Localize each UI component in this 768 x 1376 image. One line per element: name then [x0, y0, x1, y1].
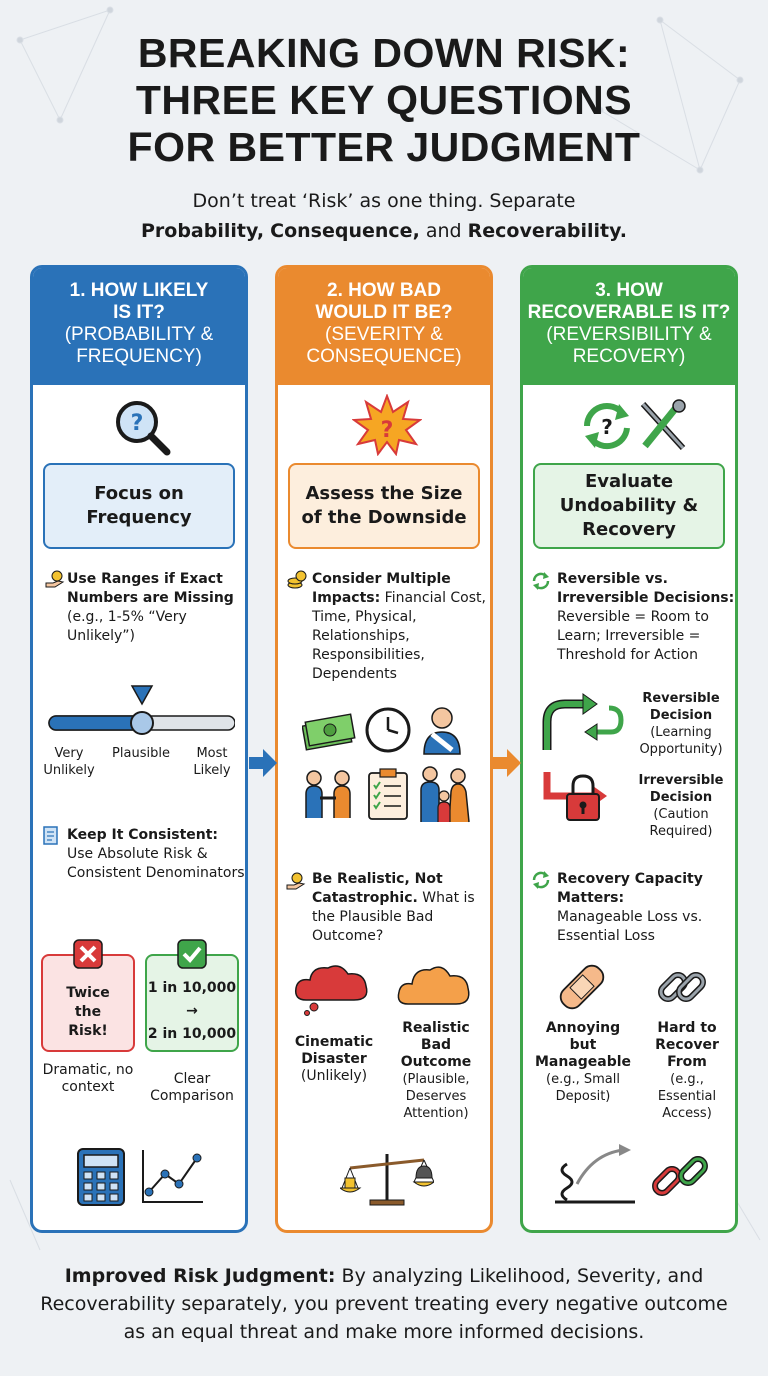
bad-framing-caption: Dramatic, no context	[42, 1062, 134, 1095]
coin-hand-icon	[286, 872, 306, 890]
cinematic-disaster-label	[284, 1034, 384, 1085]
red-x-icon	[73, 939, 103, 969]
balance-scale-icon	[340, 1148, 434, 1208]
page-title	[0, 30, 768, 171]
clear-framing-line-2: 2 in 10,000	[147, 1025, 237, 1042]
column-recoverability	[520, 265, 738, 1233]
orange-cloud-icon	[396, 960, 472, 1012]
col1-consistent-rest: Use Absolute Risk & Consistent Denominators	[67, 846, 245, 881]
money-stack-icon	[302, 708, 356, 752]
cinematic-disaster-sub: (Unlikely)	[300, 1068, 368, 1084]
subtitle-recoverability: Recoverability.	[467, 220, 628, 242]
bad-framing-text: Twice the Risk!	[66, 984, 110, 1039]
footer-bold: Improved Risk Judgment:	[64, 1265, 336, 1287]
subtitle-consequence: Consequence,	[270, 220, 420, 242]
explosion-question-icon	[352, 394, 422, 456]
col1-head-line-2: IS IT?	[113, 302, 165, 323]
coins-icon	[286, 570, 308, 590]
svg-text:?: ?	[601, 415, 613, 439]
money-hand-icon	[45, 570, 65, 588]
column-likelihood	[30, 265, 248, 1233]
refresh-icon	[531, 571, 551, 591]
focus-undoability-text: Evaluate Undoability & Recovery	[559, 471, 699, 540]
col2-realistic-rest: What is the Plausible Bad Outcome?	[312, 890, 475, 944]
red-cloud-icon	[292, 960, 372, 1016]
col3-head-line-4: RECOVERY)	[572, 346, 686, 367]
col3-capacity-text	[557, 870, 737, 946]
reversible-decision-title: Reversible Decision	[642, 691, 720, 723]
subtitle-probability: Probability,	[140, 220, 265, 242]
irreversible-decision-label	[627, 772, 735, 840]
focus-box-undoability	[533, 463, 725, 549]
arrow-right-icon-2	[493, 748, 521, 778]
hard-to-recover-sub: (e.g., Essential Access)	[657, 1072, 717, 1121]
col3-reversible-text	[557, 570, 737, 665]
col2-head-line-3: (SEVERITY &	[325, 324, 443, 345]
family-icon	[416, 764, 474, 824]
scale-label-very-unlikely: Very Unlikely	[43, 746, 95, 778]
col3-capacity-bold: Recovery Capacity Matters:	[557, 871, 703, 906]
clear-framing-line-1: 1 in 10,000	[147, 979, 237, 996]
irreversible-decision-sub: (Caution Required)	[649, 807, 713, 839]
reversible-decision-sub: (Learning Opportunity)	[639, 725, 723, 757]
column-likelihood-header	[33, 268, 245, 385]
col2-impacts-bold: Consider Multiple Impacts:	[312, 571, 451, 606]
col2-head-line-1: 2. HOW BAD	[327, 280, 441, 301]
col3-capacity-rest: Manageable Loss vs. Essential Loss	[557, 909, 703, 944]
column-severity-header	[278, 268, 490, 385]
subtitle	[0, 186, 768, 246]
col1-ranges-bold: Use Ranges if Exact Numbers are Missing	[67, 571, 234, 606]
arrow-right-icon-1	[249, 748, 277, 778]
broken-chain-icon	[651, 1148, 709, 1206]
reversible-decision-label	[627, 690, 735, 758]
column-recoverability-header	[523, 268, 735, 385]
svg-text:?: ?	[130, 411, 144, 436]
col3-head-line-2: RECOVERABLE IS IT?	[527, 302, 731, 323]
annoying-manageable-title: Annoying but Manageable	[534, 1020, 632, 1070]
hard-to-recover-title: Hard to Recover From	[655, 1020, 719, 1070]
clipboard-checklist-icon	[366, 768, 410, 822]
likelihood-scale-slider	[45, 680, 235, 740]
clear-framing-caption: Clear Comparison	[150, 1071, 234, 1104]
scale-label-most-likely: Most Likely	[193, 746, 231, 778]
subtitle-line-2	[0, 216, 768, 246]
col1-head-line-1: 1. HOW LIKELY	[69, 280, 209, 301]
col2-realistic-bold: Be Realistic, Not Catastrophic.	[312, 871, 443, 906]
subtitle-and: and	[425, 220, 462, 242]
handshake-people-icon	[300, 768, 356, 822]
clear-framing-arrow: →	[186, 1002, 198, 1019]
col1-head-line-3: (PROBABILITY &	[64, 324, 214, 345]
col3-reversible-bold: Reversible vs. Irreversible Decisions:	[557, 571, 735, 606]
col3-head-line-1: 3. HOW	[595, 280, 663, 301]
line-graph-icon	[137, 1146, 207, 1208]
focus-box-downside	[288, 463, 480, 549]
reversible-loop-icon	[539, 692, 625, 752]
col3-head-line-3: (REVERSIBILITY &	[546, 324, 712, 345]
spring-arrow-icon	[553, 1144, 637, 1208]
title-line-3: FOR BETTER JUDGMENT	[127, 124, 641, 170]
annoying-manageable-label	[531, 1020, 635, 1105]
hard-to-recover-label	[639, 1020, 735, 1122]
col2-impacts-text	[312, 570, 492, 684]
col3-reversible-rest: Reversible = Room to Learn; Irreversible = Threshold for Action	[557, 609, 709, 663]
col1-ranges-rest: (e.g., 1-5% “Very Unlikely”)	[67, 609, 187, 644]
recycle-tools-icon	[579, 398, 689, 454]
col2-head-line-4: CONSEQUENCE)	[306, 346, 462, 367]
footer-rest: By analyzing Likelihood, Severity, and Recoverability separately, you prevent treating every negative outcome as an equal threat and make more informed decisions.	[40, 1265, 728, 1343]
focus-downside-text: Assess the Size of the Downside	[301, 483, 467, 528]
column-severity	[275, 265, 493, 1233]
irreversible-lock-icon	[539, 768, 635, 824]
bandage-icon	[553, 958, 611, 1016]
injured-person-icon	[420, 704, 464, 756]
magnifier-question-icon	[111, 396, 173, 458]
refresh-icon-2	[531, 870, 551, 890]
col1-head-line-4: FREQUENCY)	[76, 346, 202, 367]
green-check-icon	[177, 939, 207, 969]
chain-link-icon	[655, 960, 709, 1014]
realistic-outcome-sub: (Plausible, Deserves Attention)	[402, 1072, 470, 1121]
col2-head-line-2: WOULD IT BE?	[315, 302, 453, 323]
col1-ranges-text	[67, 570, 247, 646]
irreversible-decision-title: Irreversible Decision	[638, 773, 724, 805]
realistic-outcome-title: Realistic Bad Outcome	[400, 1020, 472, 1070]
svg-text:?: ?	[380, 418, 394, 443]
col1-consistent-text	[67, 826, 247, 883]
cinematic-disaster-title: Cinematic Disaster	[294, 1034, 374, 1067]
title-line-1: BREAKING DOWN RISK:	[137, 30, 631, 76]
footer-summary	[0, 1262, 768, 1346]
realistic-outcome-label	[388, 1020, 484, 1122]
document-icon	[43, 826, 59, 846]
calculator-icon	[75, 1146, 131, 1208]
annoying-manageable-sub: (e.g., Small Deposit)	[546, 1072, 620, 1104]
title-line-2: THREE KEY QUESTIONS	[135, 77, 633, 123]
col2-impacts-rest: Financial Cost, Time, Physical, Relationships, Responsibilities, Dependents	[312, 590, 486, 682]
subtitle-line-1: Don’t treat ‘Risk’ as one thing. Separate	[192, 190, 576, 212]
focus-box-frequency	[43, 463, 235, 549]
focus-frequency-text: Focus on Frequency	[86, 483, 192, 528]
scale-label-plausible: Plausible	[112, 746, 170, 761]
col1-consistent-bold: Keep It Consistent:	[67, 827, 219, 843]
col2-realistic-text	[312, 870, 492, 946]
clock-icon	[364, 706, 412, 754]
